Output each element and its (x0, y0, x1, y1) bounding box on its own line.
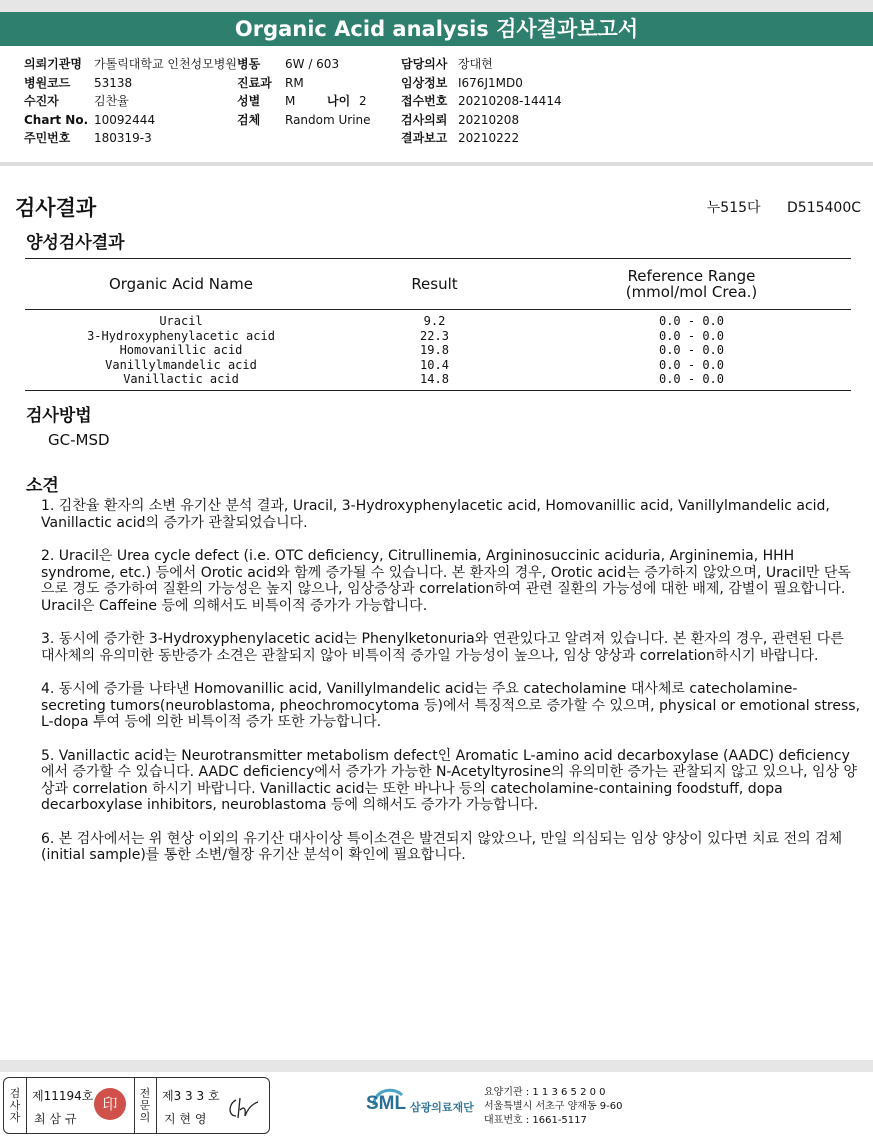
value-chart: 10092444 (94, 112, 156, 127)
report-title: Organic Acid analysis 검사결과보고서 (0, 12, 873, 46)
inspector-label-char: 검 (9, 1087, 21, 1100)
row-name: Vanillactic acid (25, 372, 337, 390)
info-row-sex (237, 92, 371, 111)
divider (134, 1078, 135, 1133)
org-info-address: 서울특별시 서초구 양재동 9-60 (484, 1101, 623, 1112)
row-ref: 0.0 - 0.0 (658, 314, 725, 328)
value-institution: 가톨릭대학교 인천성모병원 (94, 57, 237, 71)
label-receipt: 접수번호 (401, 94, 448, 108)
opinion-paragraph: 4. 동시에 증가를 나타낸 Homovanillic acid, Vanillylmandelic acid는 주요 catecholamine 대사체로 catecholamine-secreting tumors(neuroblastoma, pheochromocytoma 등)에서 특징적으로 증가할 수 있으며, physical or emotional stress, L-dopa 투여 등에 의한 비특이적 증가 또한 가능합니다. (41, 681, 861, 730)
divider (26, 1078, 27, 1133)
value-receipt: 20210208-14414 (458, 94, 562, 108)
label-request: 검사의뢰 (401, 112, 448, 127)
info-column-2 (237, 55, 371, 129)
method-title: 검사방법 (26, 406, 92, 426)
info-row-doctor (401, 55, 562, 74)
row-name: Uracil (159, 314, 203, 328)
divider (156, 1078, 157, 1133)
value-ward: 6W / 603 (285, 57, 340, 71)
result-codes (685, 197, 861, 217)
info-row-id (24, 129, 237, 148)
opinion-paragraph: 3. 동시에 증가한 3-Hydroxyphenylacetic acid는 Phenylketonuria와 연관있다고 알려져 있습니다. 본 환자의 경우, 관련된 다른 대사체의 유의미한 동반증가 소견은 관찰되지 않아 비특이적 증가일 가능성이 높으나, 임상 양상과 correlation하시기 바랍니다. (41, 631, 844, 664)
row-name: Homovanillic acid (119, 343, 243, 357)
label-report: 결과보고 (401, 131, 448, 145)
value-hospital-code: 53138 (94, 75, 133, 90)
logo-text: SML (366, 1093, 407, 1114)
info-row-clinical (401, 74, 562, 93)
top-gray-bar (0, 0, 873, 12)
value-doctor: 장대현 (458, 57, 493, 71)
label-chart: Chart No. (24, 112, 89, 127)
row-ref: 0.0 - 0.0 (658, 357, 725, 372)
info-row-specimen (237, 111, 371, 130)
bottom-gray-bar (0, 1060, 873, 1072)
info-row-dept (237, 74, 371, 93)
info-separator (0, 162, 873, 166)
info-row-ward (237, 55, 371, 74)
org-info-code: 요양기관 : 1 1 3 6 5 2 0 0 (484, 1087, 606, 1098)
results-title: 검사결과 (15, 196, 97, 220)
opinion-paragraph: 2. Uracil은 Urea cycle defect (i.e. OTC deficiency, Citrullinemia, Argininosuccinic aciduria, Argininemia, HHH syndrome, etc.) 등에서 Orotic acid와 함께 증가될 수 있습니다. 본 환자의 경우, Orotic acid는 증가하지 않았으며, Uracil만 단독으로 경도 증가하여 질환의 가능성은 높지 않으나, 임상증상과 correlation하여 관련 질환의 가능성에 대한 배제, 감별이 필요합니다. Uracil은 Caffeine 등에 의해서도 비특이적 증가가 가능합니다. (41, 548, 851, 614)
method-value: GC-MSD (48, 431, 110, 449)
inspector-label-char: 자 (9, 1111, 21, 1124)
row-ref: 0.0 - 0.0 (532, 372, 851, 390)
info-row-institution (24, 55, 237, 74)
info-row-chart (24, 111, 237, 130)
value-dept: RM (285, 75, 304, 90)
info-row-hospital-code (24, 74, 237, 93)
row-name: 3-Hydroxyphenylacetic acid (87, 328, 275, 343)
row-result: 19.8 (420, 343, 449, 357)
reviewer-label-char: 문 (139, 1099, 151, 1112)
label-sex: 성별 (237, 94, 261, 108)
row-result: 14.8 (337, 372, 532, 390)
label-id: 주민번호 (24, 131, 71, 145)
opinion-title: 소견 (26, 476, 59, 496)
opinion-body (41, 498, 861, 881)
inspector-name: 최 삼 규 (34, 1112, 77, 1126)
col-header-ref-line2: (mmol/mol Crea.) (625, 283, 758, 301)
table-row (25, 358, 851, 373)
label-specimen: 검체 (237, 112, 261, 127)
table-row (25, 372, 851, 390)
label-institution: 의뢰기관명 (24, 57, 82, 71)
value-sex: M (285, 94, 296, 108)
row-result: 22.3 (420, 328, 449, 343)
value-specimen: Random Urine (285, 112, 371, 127)
positive-results-title: 양성검사결과 (26, 233, 125, 253)
inspector-label-char: 사 (9, 1099, 21, 1112)
label-hospital-code: 병원코드 (24, 75, 71, 90)
row-result: 10.4 (420, 357, 449, 372)
col-header-result: Result (337, 259, 532, 310)
value-report: 20210222 (458, 131, 520, 145)
opinion-paragraph: 1. 김찬율 환자의 소변 유기산 분석 결과, Uracil, 3-Hydroxyphenylacetic acid, Homovanillic acid, Vanillylmandelic acid, Vanillactic acid의 증가가 관찰되었습니다. (41, 498, 830, 531)
table-row (25, 310, 851, 329)
info-column-1 (24, 55, 237, 148)
col-header-name: Organic Acid Name (25, 259, 337, 310)
row-ref: 0.0 - 0.0 (658, 328, 725, 343)
table-row (25, 329, 851, 344)
value-id: 180319-3 (94, 131, 152, 145)
reviewer-name: 지 현 영 (164, 1112, 207, 1126)
info-row-patient (24, 92, 237, 111)
label-doctor: 담당의사 (401, 57, 448, 71)
value-patient: 김찬율 (94, 94, 129, 108)
signature-icon (226, 1096, 262, 1122)
reviewer-label-char: 의 (139, 1111, 151, 1124)
org-info-phone: 대표번호 : 1661-5117 (484, 1115, 587, 1126)
seal-stamp-icon: 印 (94, 1088, 126, 1120)
col-header-ref-line1: Reference Range (627, 267, 756, 285)
org-info (484, 1086, 623, 1128)
info-row-report (401, 129, 562, 148)
opinion-paragraph: 6. 본 검사에서는 위 현상 이외의 유기산 대사이상 특이소견은 발견되지 않았으나, 만일 의심되는 임상 양상이 있다면 치료 전의 검체 (initial sample)를 통한 소변/혈장 유기산 분석이 확인에 필요합니다. (41, 830, 843, 863)
label-ward: 병동 (237, 57, 261, 71)
row-ref: 0.0 - 0.0 (658, 343, 725, 357)
inspector-license: 제11194호 (32, 1089, 94, 1103)
results-table (25, 258, 851, 391)
label-clinical: 임상정보 (401, 75, 448, 90)
result-code-2: D515400C (787, 200, 861, 216)
inspector-label (8, 1088, 22, 1124)
label-patient: 수진자 (24, 94, 59, 108)
result-code-1: 누515다 (706, 200, 761, 216)
label-dept: 진료과 (237, 75, 272, 90)
table-row (25, 343, 851, 358)
label-age: 나이 (327, 94, 351, 108)
info-row-request (401, 111, 562, 130)
value-request: 20210208 (458, 112, 520, 127)
reviewer-label-char: 전 (139, 1087, 151, 1100)
opinion-paragraph: 5. Vanillactic acid는 Neurotransmitter metabolism defect인 Aromatic L-amino acid decarboxylase (AADC) deficiency에서 증가할 수 있습니다. AADC deficiency에서 증가가 가능한 N-Acetyltyrosine의 유의미한 증가는 관찰되지 않고 있으나, 임상 양상과 correlation 하시기 바랍니다. Vanillactic acid는 또한 바나나 등의 catecholamine-containing foodstuff, dopa decarboxylase inhibitors, neuroblastoma 등에 의해서도 증가가 가능합니다. (41, 747, 858, 813)
signature-box (3, 1077, 270, 1134)
reviewer-license: 제3 3 3 호 (162, 1089, 220, 1103)
value-clinical: I676J1MD0 (458, 75, 523, 90)
info-row-receipt (401, 92, 562, 111)
row-name: Vanillylmandelic acid (105, 357, 257, 372)
value-age: 2 (359, 94, 367, 108)
org-name: 삼광의료재단 (410, 1101, 474, 1114)
results-header-row (25, 259, 851, 310)
info-column-3 (401, 55, 562, 148)
col-header-reference (532, 259, 851, 310)
row-result: 9.2 (423, 314, 446, 328)
reviewer-label (138, 1088, 152, 1124)
